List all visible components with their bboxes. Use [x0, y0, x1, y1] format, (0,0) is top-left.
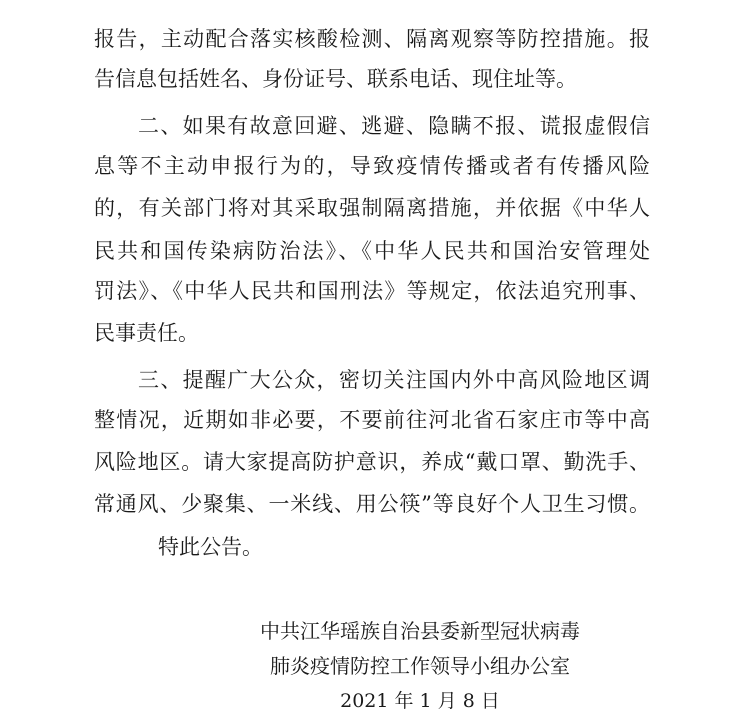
- paragraph3-line: 风险地区。请大家提高防护意识，养成“戴口罩、勤洗手、: [94, 450, 650, 474]
- paragraph1-line: 告信息包括姓名、身份证号、联系电话、现住址等。: [94, 67, 577, 91]
- closing-text: 特此公告。: [158, 535, 263, 559]
- signature-org-line2: 肺炎疫情防控工作领导小组办公室: [270, 654, 570, 678]
- signature-org-line1: 中共江华瑶族自治县委新型冠状病毒: [260, 619, 580, 643]
- paragraph2-line: 民共和国传染病防治法》、《中华人民共和国治安管理处: [94, 239, 650, 263]
- paragraph2-line: 罚法》、《中华人民共和国刑法》等规定，依法追究刑事、: [94, 279, 650, 303]
- paragraph3-line: 常通风、少聚集、一米线、用公筷”等良好个人卫生习惯。: [94, 492, 650, 516]
- paragraph2-line: 息等不主动申报行为的，导致疫情传播或者有传播风险: [94, 154, 650, 178]
- paragraph3-line: 整情况，近期如非必要，不要前往河北省石家庄市等中高: [94, 408, 650, 432]
- paragraph2-line: 民事责任。: [94, 321, 199, 345]
- paragraph1-line: 报告，主动配合落实核酸检测、隔离观察等防控措施。报: [94, 27, 650, 51]
- paragraph3-line: 三、提醒广大公众，密切关注国内外中高风险地区调: [138, 368, 650, 392]
- paragraph2-line: 二、如果有故意回避、逃避、隐瞒不报、谎报虚假信: [138, 114, 650, 138]
- paragraph2-line: 的，有关部门将对其采取强制隔离措施，并依据《中华人: [94, 196, 650, 220]
- signature-date: 2021 年 1 月 8 日: [340, 690, 500, 712]
